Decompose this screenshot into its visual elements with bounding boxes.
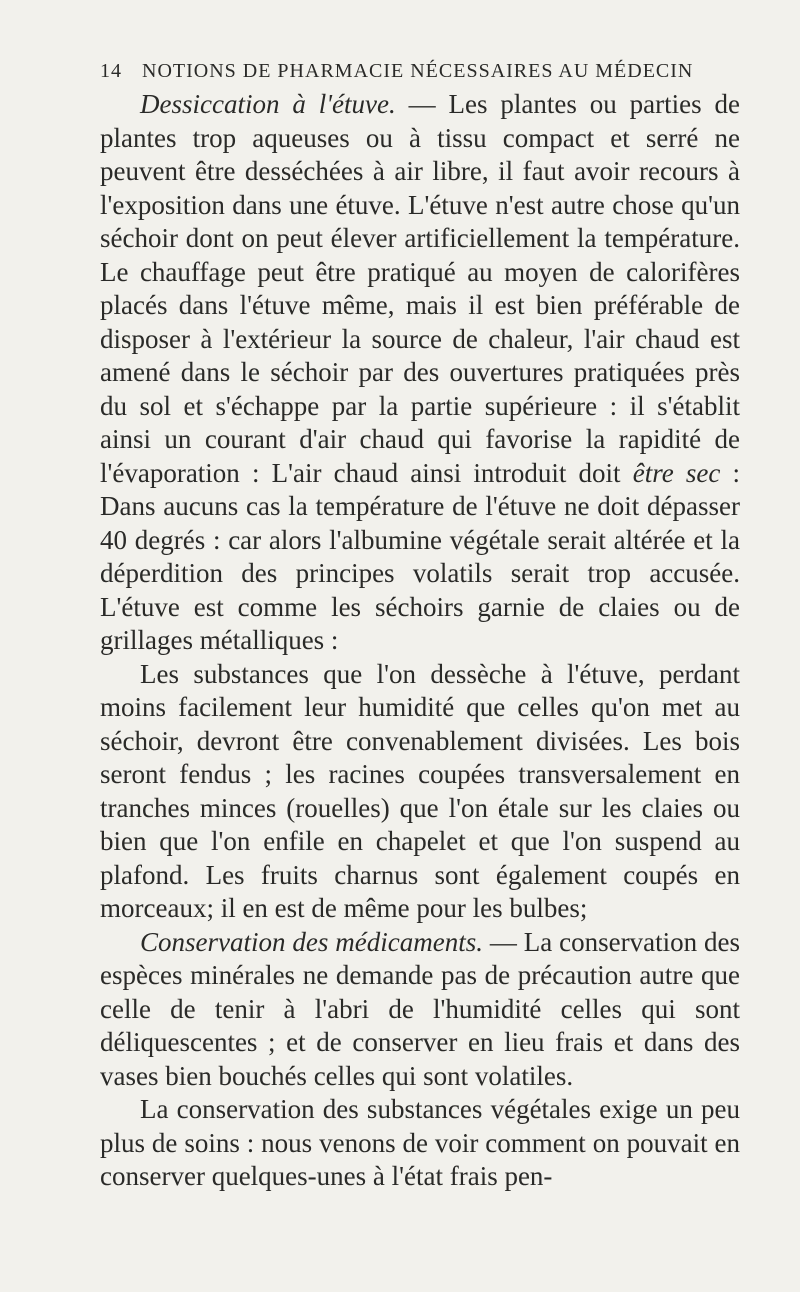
paragraph-conservation — [100, 926, 740, 1094]
emphasis-text: être sec — [632, 457, 721, 488]
paragraph-substances — [100, 658, 740, 926]
paragraph-text-continued: : Dans aucuns cas la température de l'étuve ne doit dépasser 40 degrés : car alors l'albumine végétale serait altérée et la déperdition des principes volatils serait trop accusée. L'étuve est comme les séchoirs garnie de claies ou de grillages métalliques : — [100, 457, 740, 655]
paragraph-text: Les substances que l'on dessèche à l'étuve, perdant moins facilement leur humidité que celles qu'on met au séchoir, devront être convenablement divisées. Les bois seront fendus ; les racines coupées transversalement en tranches minces (rouelles) que l'on étale sur les claies ou bien que l'on enfile en chapelet et que l'on suspend au plafond. Les fruits charnus sont également coupés en morceaux; il en est de même pour les bulbes; — [100, 658, 740, 923]
page-number: 14 — [100, 60, 122, 82]
paragraph-text: — Les plantes ou parties de plantes trop aqueuses ou à tissu compact et serré ne peuvent être desséchées à air libre, il faut avoir recours à l'exposition dans une étuve. L'étuve n'est autre chose qu'un séchoir dont on peut élever artificiellement la température. Le chauffage peut être pratiqué au moyen de calorifères placés dans l'étuve même, mais il est bien préférable de disposer à l'extérieur la source de chaleur, l'air chaud est amené dans le séchoir par des ouvertures pratiquées près du sol et s'échappe par la partie supérieure : il s'établit ainsi un courant d'air chaud qui favorise la rapidité de l'évaporation : L'air chaud ainsi introduit doit — [100, 89, 740, 488]
paragraph-vegetales — [100, 1093, 740, 1194]
running-header — [100, 60, 740, 83]
section-heading-conservation: Conservation des médicaments. — [140, 926, 483, 957]
paragraph-text: — La conservation des espèces minérales ne demande pas de précaution autre que celle de tenir à l'abri de l'humidité celles qui sont déliquescentes ; et de conserver en lieu frais et dans des vases bien bouchés celles qui sont volatiles. — [100, 926, 741, 1091]
body-text — [100, 88, 740, 1194]
paragraph-text: La conservation des substances végétales exige un peu plus de soins : nous venons de voir comment on pouvait en conserver quelques-unes à l'état frais pen- — [100, 1094, 740, 1191]
paragraph-dessiccation — [100, 88, 740, 658]
section-heading-dessiccation: Dessiccation à l'étuve. — [140, 89, 396, 119]
running-title: NOTIONS DE PHARMACIE NÉCESSAIRES AU MÉDECIN — [142, 60, 694, 82]
